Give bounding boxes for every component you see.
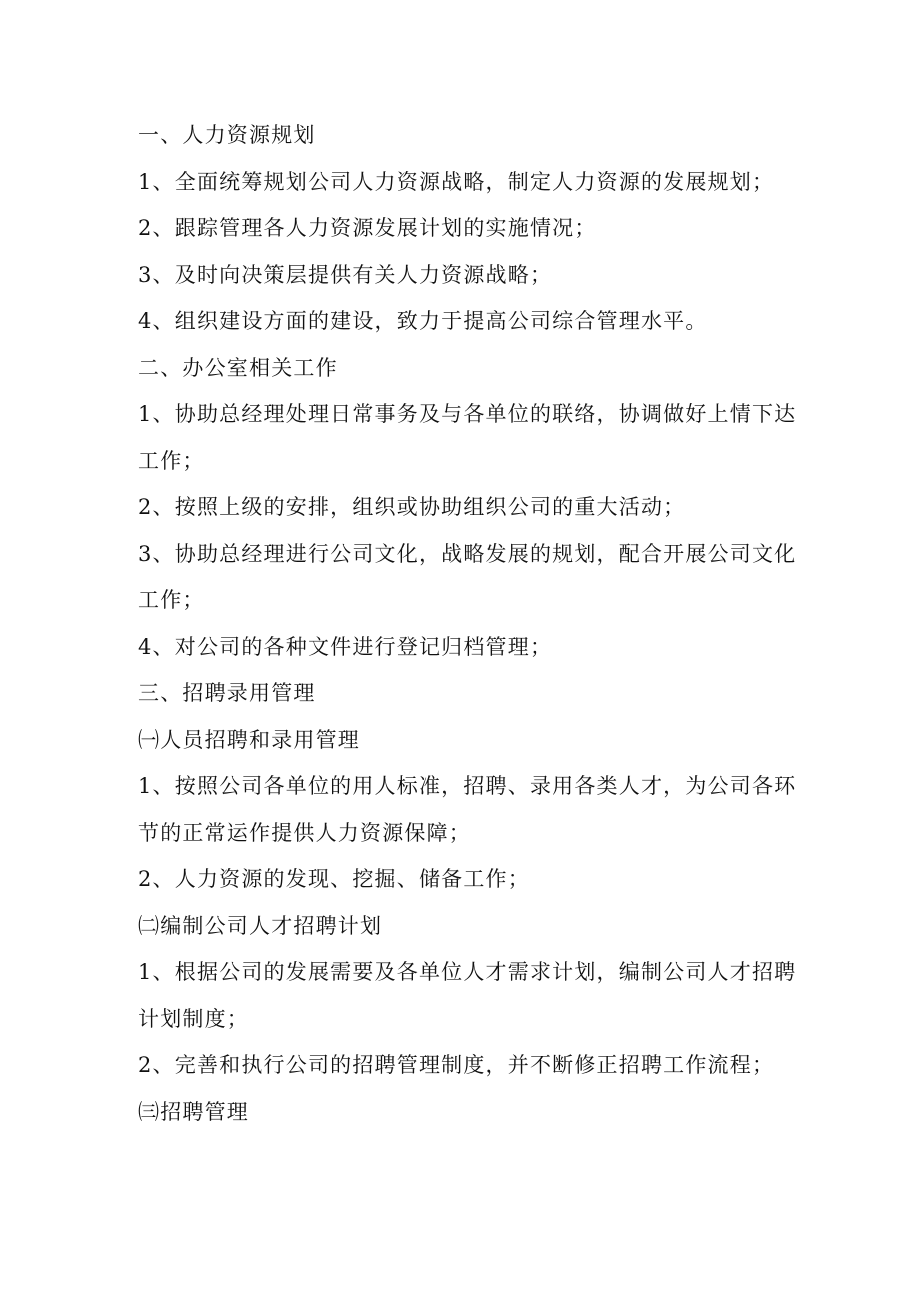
- paragraph-line: 工作；: [138, 448, 205, 473]
- section-heading-office-work: 二、办公室相关工作: [138, 355, 338, 380]
- paragraph-line: 2、人力资源的发现、挖掘、储备工作；: [138, 867, 530, 891]
- paragraph-line: 4、对公司的各种文件进行登记归档管理；: [138, 634, 553, 659]
- document-body: [138, 112, 798, 1135]
- section-heading-recruitment: 三、招聘录用管理: [138, 681, 316, 705]
- paragraph-line: 1、按照公司各单位的用人标准，招聘、录用各类人才，为公司各环: [138, 774, 797, 798]
- paragraph-line: 3、及时向决策层提供有关人力资源战略；: [138, 262, 553, 287]
- paragraph-line: 4、组织建设方面的建设，致力于提高公司综合管理水平。: [138, 309, 708, 333]
- paragraph-line: 计划制度；: [138, 1006, 249, 1031]
- paragraph-line: 2、按照上级的安排，组织或协助组织公司的重大活动；: [138, 495, 686, 519]
- paragraph-line: 3、协助总经理进行公司文化，战略发展的规划，配合开展公司文化: [138, 541, 797, 566]
- paragraph-line: 2、完善和执行公司的招聘管理制度，并不断修正招聘工作流程；: [138, 1053, 775, 1077]
- subsection-heading-recruitment-management: ㈢招聘管理: [138, 1099, 249, 1124]
- subsection-heading-staff-recruitment: ㈠人员招聘和录用管理: [138, 727, 360, 752]
- subsection-heading-recruitment-plan: ㈡编制公司人才招聘计划: [138, 913, 383, 938]
- paragraph-line: 1、全面统筹规划公司人力资源战略，制定人力资源的发展规划；: [138, 169, 775, 194]
- section-heading-hr-planning: 一、人力资源规划: [138, 123, 316, 147]
- paragraph-line: 工作；: [138, 588, 205, 612]
- paragraph-line: 2、跟踪管理各人力资源发展计划的实施情况；: [138, 216, 597, 240]
- paragraph-line: 1、协助总经理处理日常事务及与各单位的联络，协调做好上情下达: [138, 402, 797, 426]
- paragraph-line: 1、根据公司的发展需要及各单位人才需求计划，编制公司人才招聘: [138, 960, 797, 984]
- paragraph-line: 节的正常运作提供人力资源保障；: [138, 820, 471, 845]
